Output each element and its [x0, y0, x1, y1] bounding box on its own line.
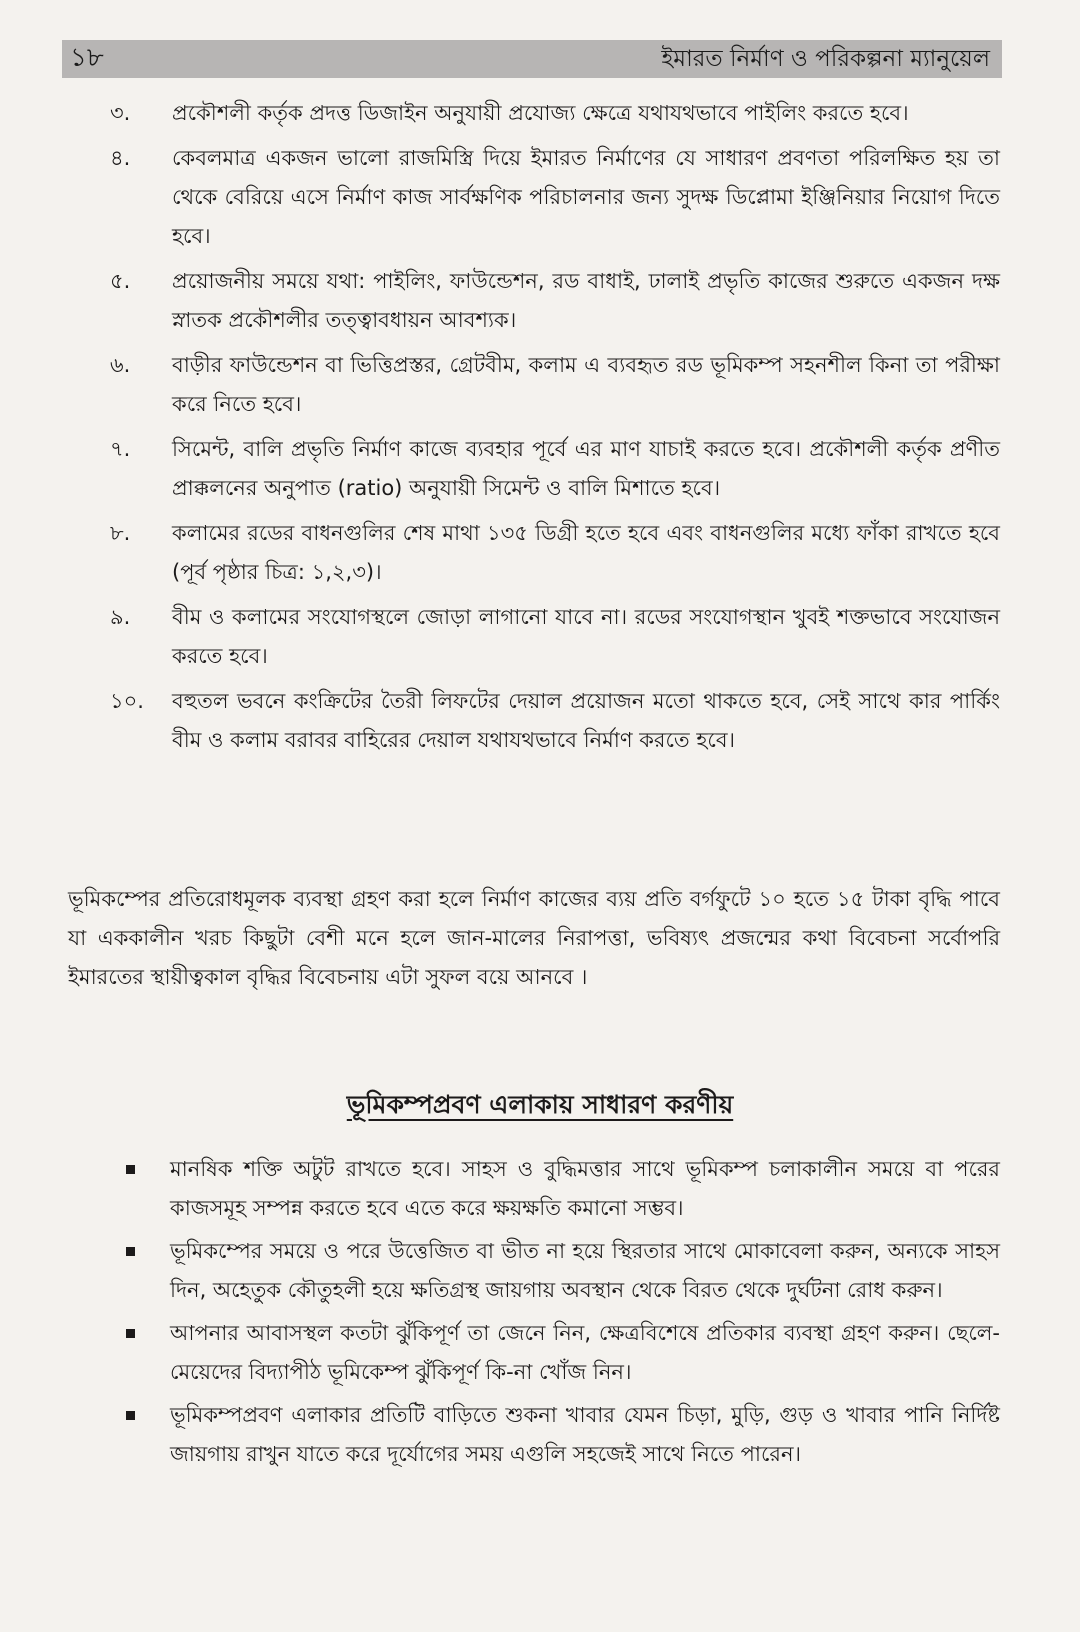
list-item	[110, 262, 1000, 340]
list-item	[110, 682, 1000, 760]
bullet-item	[118, 1396, 1000, 1474]
list-item-text: বহুতল ভবনে কংক্রিটের তৈরী লিফটের দেয়াল প্রয়োজন মতো থাকতে হবে, সেই সাথে কার পার্কিং বীম ও কলাম বরাবর বাহিরের দেয়াল যথাযথভাবে নির্মাণ করতে হবে।	[172, 689, 1000, 752]
list-item-number: ৭.	[110, 437, 131, 461]
list-item	[110, 514, 1000, 592]
list-item-text: কেবলমাত্র একজন ভালো রাজমিস্ত্রি দিয়ে ইমারত নির্মাণের যে সাধারণ প্রবণতা পরিলক্ষিত হয় তা থেকে বেরিয়ে এসে নির্মাণ কাজ সার্বক্ষণিক পরিচালনার জন্য সুদক্ষ ডিপ্লোমা ইঞ্জিনিয়ার নিয়োগ দিতে হবে।	[172, 146, 1000, 248]
bullet-text: ভূমিকম্পের সময়ে ও পরে উত্তেজিত বা ভীত না হয়ে স্থিরতার সাথে মোকাবেলা করুন, অন্যকে সাহস দিন, অহেতুক কৌতুহলী হয়ে ক্ষতিগ্রস্থ জায়গায় অবস্থান থেকে বিরত থেকে দুর্ঘটনা রোধ করুন।	[170, 1239, 1000, 1302]
square-bullet-icon	[118, 1396, 170, 1435]
bullet-item	[118, 1150, 1000, 1228]
list-item-text: প্রয়োজনীয় সময়ে যথা: পাইলিং, ফাউন্ডেশন, রড বাধাই, ঢালাই প্রভৃতি কাজের শুরুতে একজন দক্ষ স্নাতক প্রকৌশলীর তত্ত্বাবধায়ন আবশ্যক।	[172, 269, 1000, 332]
list-item-number: ৪.	[110, 146, 131, 170]
bullet-text: মানষিক শক্তি অটুট রাখতে হবে। সাহস ও বুদ্ধিমত্তার সাথে ভূমিকম্প চলাকালীন সময়ে বা পরের কাজসমূহ সম্পন্ন করতে হবে এতে করে ক্ষয়ক্ষতি কমানো সম্ভব।	[170, 1157, 1000, 1220]
list-item	[110, 430, 1000, 508]
list-item-text: বীম ও কলামের সংযোগস্থলে জোড়া লাগানো যাবে না। রডের সংযোগস্থান খুবই শক্তভাবে সংযোজন করতে হবে।	[172, 605, 1000, 668]
list-item-text: প্রকৌশলী কর্তৃক প্রদত্ত ডিজাইন অনুযায়ী প্রযোজ্য ক্ষেত্রে যথাযথভাবে পাইলিং করতে হবে।	[172, 101, 909, 125]
list-item-number: ৩.	[110, 101, 131, 125]
page-number: ১৮	[70, 43, 104, 73]
running-header	[62, 40, 1002, 78]
list-item-text: বাড়ীর ফাউন্ডেশন বা ভিত্তিপ্রস্তর, গ্রেটবীম, কলাম এ ব্যবহৃত রড ভূমিকম্প সহনশীল কিনা তা পরীক্ষা করে নিতে হবে।	[172, 353, 1000, 416]
bullet-list	[118, 1150, 1000, 1478]
list-item	[110, 139, 1000, 256]
running-title: ইমারত নির্মাণ ও পরিকল্পনা ম্যানুয়েল	[661, 45, 990, 72]
list-item-number: ৯.	[110, 605, 131, 629]
body-paragraph: ভূমিকম্পের প্রতিরোধমূলক ব্যবস্থা গ্রহণ করা হলে নির্মাণ কাজের ব্যয় প্রতি বর্গফুটে ১০ হতে ১৫ টাকা বৃদ্ধি পাবে যা এককালীন খরচ কিছুটা বেশী মনে হলে জান-মালের নিরাপত্তা, ভবিষ্যৎ প্রজন্মের কথা বিবেচনা সর্বোপরি ইমারতের স্থায়ীত্বকাল বৃদ্ধির বিবেচনায় এটা সুফল বয়ে আনবে ।	[68, 887, 1000, 989]
section-heading	[0, 1085, 1080, 1128]
square-bullet-icon	[118, 1232, 170, 1271]
square-bullet-icon	[118, 1150, 170, 1189]
square-bullet-icon	[118, 1314, 170, 1353]
numbered-list	[110, 94, 1000, 766]
section-heading-text: ভূমিকম্পপ্রবণ এলাকায় সাধারণ করণীয়	[346, 1090, 734, 1119]
bullet-text: ভূমিকম্পপ্রবণ এলাকার প্রতিটি বাড়িতে শুকনা খাবার যেমন চিড়া, মুড়ি, গুড় ও খাবার পানি নির্দিষ্ট জায়গায় রাখুন যাতে করে দূর্যোগের সময় এগুলি সহজেই সাথে নিতে পারেন।	[170, 1403, 1000, 1466]
list-item-text: কলামের রডের বাধনগুলির শেষ মাথা ১৩৫ ডিগ্রী হতে হবে এবং বাধনগুলির মধ্যে ফাঁকা রাখতে হবে (পূর্ব পৃষ্ঠার চিত্র: ১,২,৩)।	[172, 521, 1000, 584]
list-item	[110, 598, 1000, 676]
list-item-number: ৬.	[110, 353, 131, 377]
list-item	[110, 346, 1000, 424]
list-item-text: সিমেন্ট, বালি প্রভৃতি নির্মাণ কাজে ব্যবহার পূর্বে এর মাণ যাচাই করতে হবে। প্রকৌশলী কর্তৃক প্রণীত প্রাক্কলনের অনুপাত (ratio) অনুযায়ী সিমেন্ট ও বালি মিশাতে হবে।	[172, 437, 1000, 500]
list-item-number: ৫.	[110, 269, 131, 293]
list-item-number: ১০.	[110, 689, 144, 713]
list-item	[110, 94, 1000, 133]
bullet-item	[118, 1232, 1000, 1310]
bullet-text: আপনার আবাসস্থল কতটা ঝুঁকিপূর্ণ তা জেনে নিন, ক্ষেত্রবিশেষে প্রতিকার ব্যবস্থা গ্রহণ করুন। ছেলে-মেয়েদের বিদ্যাপীঠ ভূমিকেম্প ঝুঁকিপূর্ণ কি-না খোঁজ নিন।	[170, 1321, 1000, 1384]
bullet-item	[118, 1314, 1000, 1392]
list-item-number: ৮.	[110, 521, 131, 545]
